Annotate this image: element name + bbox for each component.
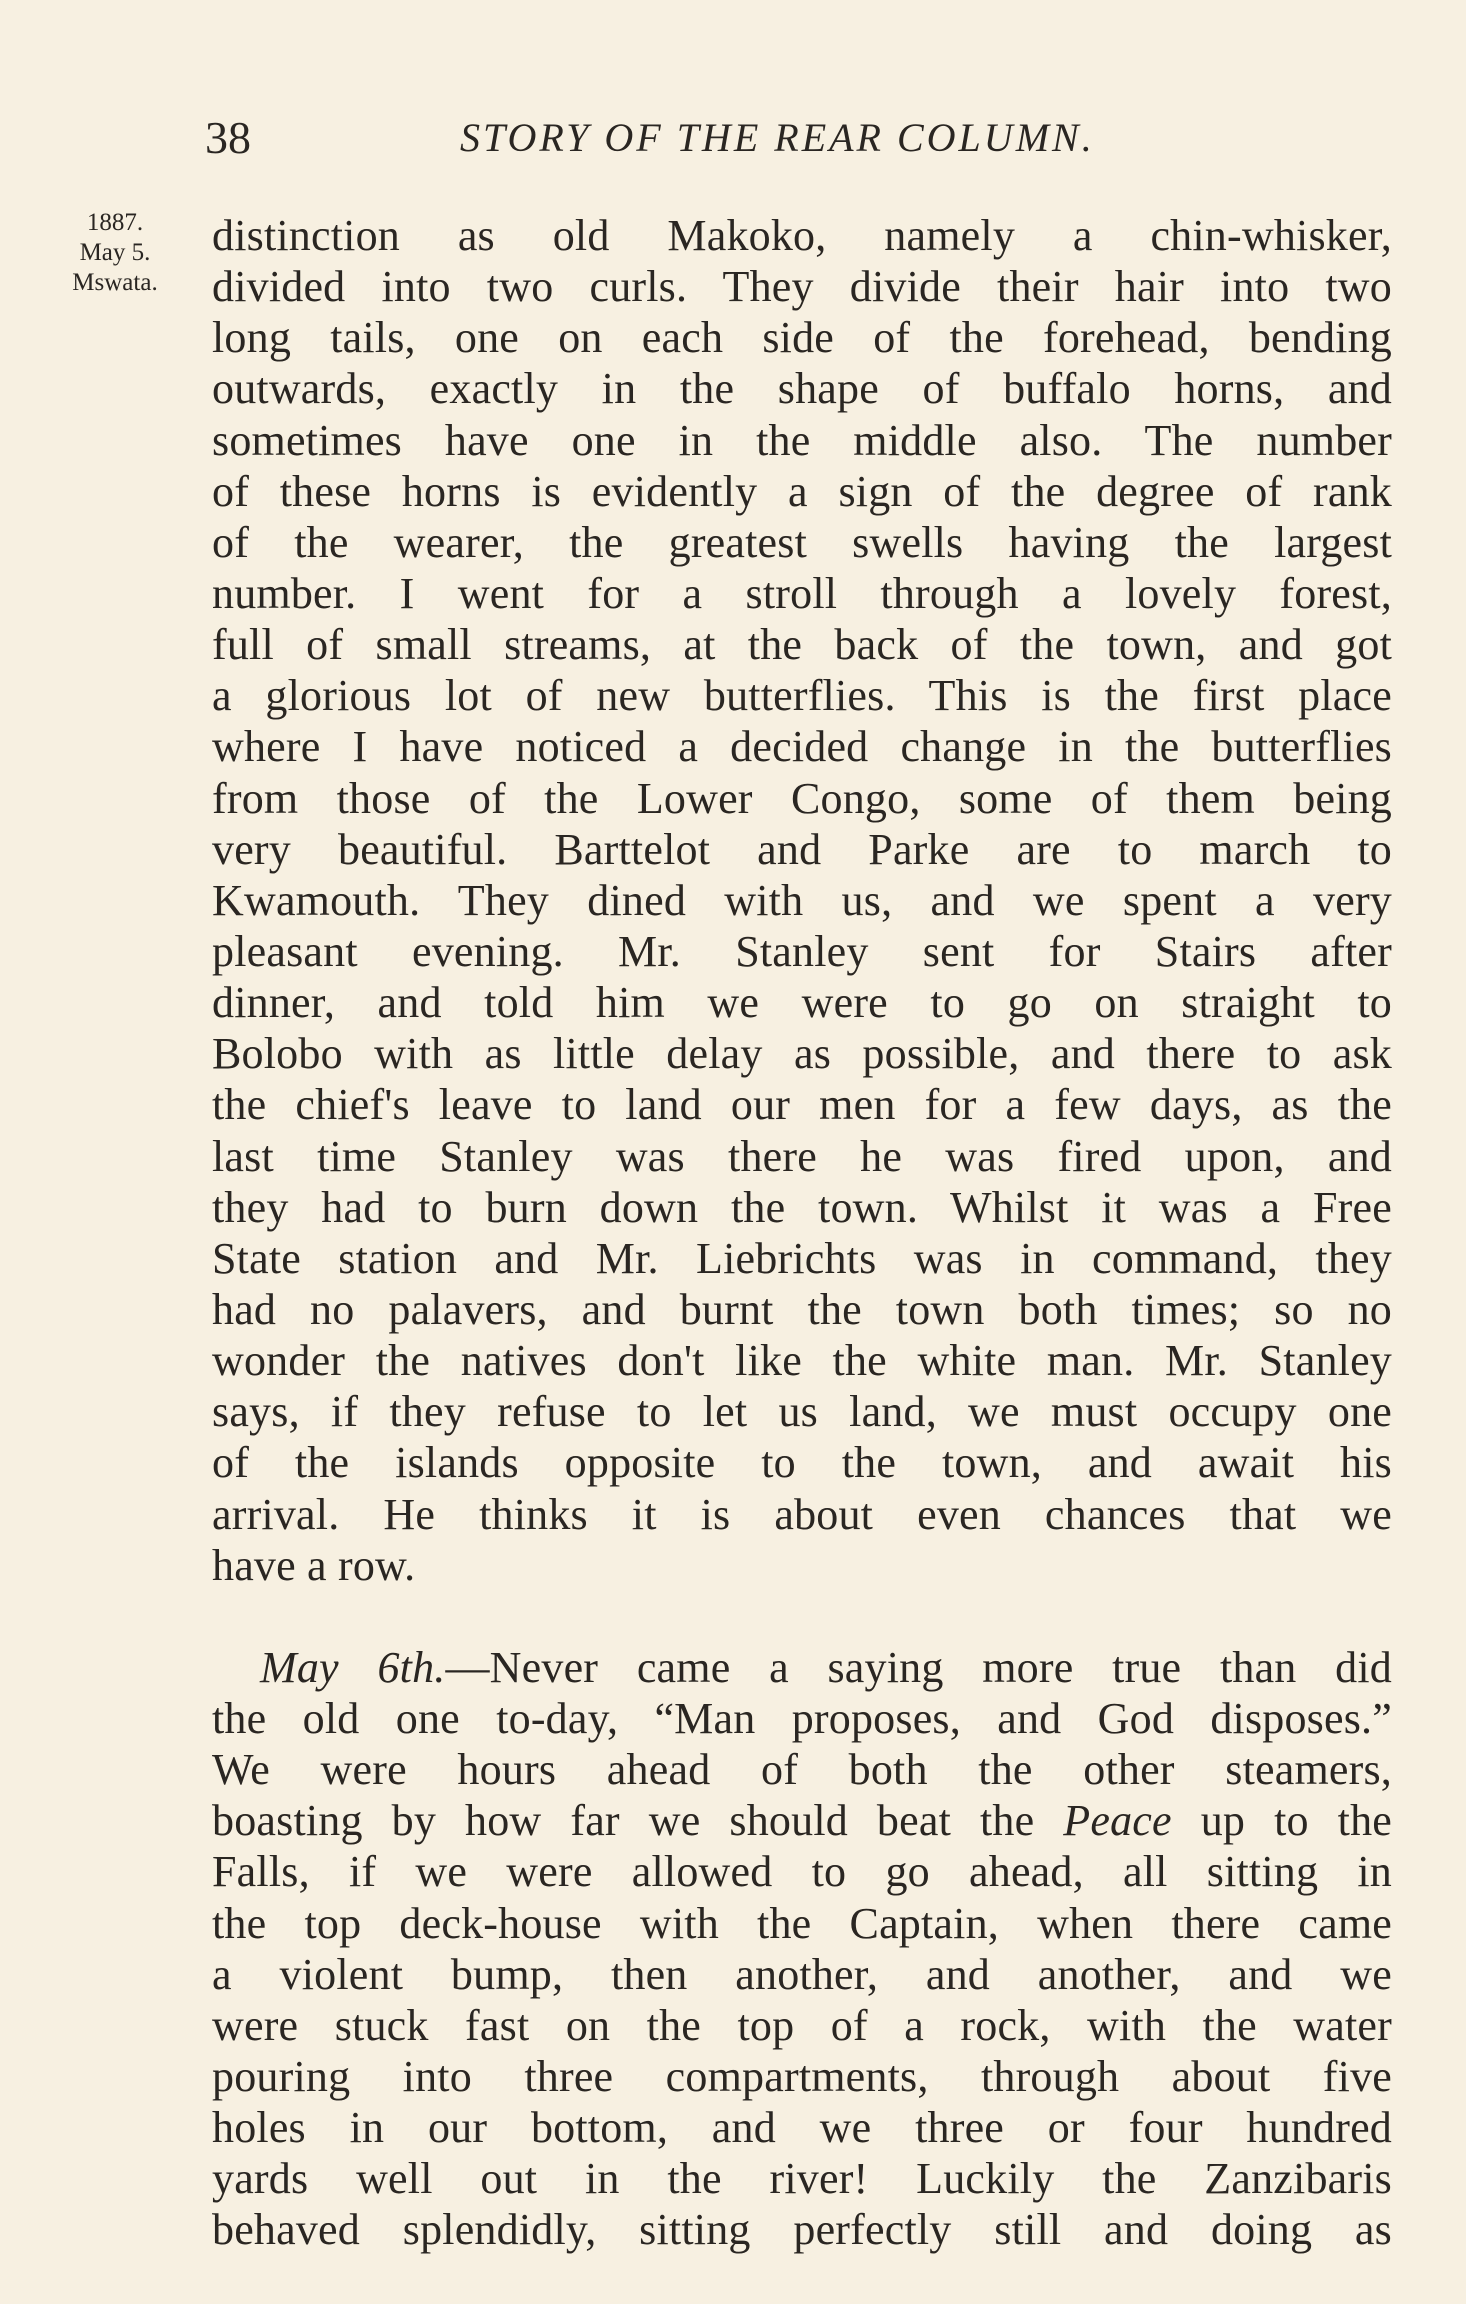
entry-date: May 6th. <box>260 1642 446 1692</box>
text-line: says, if they refuse to let us land, we must occupy one <box>212 1387 1392 1437</box>
text-line: were stuck fast on the top of a rock, with the water <box>212 2000 1392 2050</box>
text-line: pouring into three compartments, through about five <box>212 2051 1392 2101</box>
margin-date: May 5. <box>79 239 151 266</box>
text-line: had no palavers, and burnt the town both times; so no <box>212 1284 1392 1334</box>
text-line: arrival. He thinks it is about even chances that we <box>212 1489 1392 1539</box>
text-line: sometimes have one in the middle also. The number <box>212 415 1392 465</box>
text-line: where I have noticed a decided change in the butterflies <box>212 722 1392 772</box>
text-line: the chief's leave to land our men for a few days, as the <box>212 1080 1392 1130</box>
text-line: from those of the Lower Congo, some of them being <box>212 773 1392 823</box>
text-line: the old one to-day, “Man proposes, and God disposes.” <box>212 1693 1392 1743</box>
margin-notes <box>40 208 190 298</box>
text-line: dinner, and told him we were to go on straight to <box>212 978 1392 1028</box>
text-run: up to the <box>1171 1796 1393 1846</box>
text-line: long tails, one on each side of the forehead, bending <box>212 313 1392 363</box>
text-line: yards well out in the river! Luckily the Zanzibaris <box>212 2154 1392 2204</box>
text-line: last time Stanley was there he was fired upon, and <box>212 1131 1392 1181</box>
ship-name: Peace <box>1063 1796 1172 1846</box>
text-line: wonder the natives don't like the white man. Mr. Stanley <box>212 1336 1392 1386</box>
text-line: pleasant evening. Mr. Stanley sent for Stairs after <box>212 926 1392 976</box>
running-title: STORY OF THE REAR COLUMN. <box>460 115 1095 160</box>
text-line: We were hours ahead of both the other steamers, <box>212 1745 1392 1795</box>
text-line: number. I went for a stroll through a lovely forest, <box>212 568 1392 618</box>
text-line: of the islands opposite to the town, and await his <box>212 1438 1392 1488</box>
text-line: State station and Mr. Liebrichts was in command, they <box>212 1233 1392 1283</box>
paragraph-2 <box>212 1642 1392 2256</box>
paragraph-1 <box>212 210 1392 1591</box>
text-line: holes in our bottom, and we three or four hundred <box>212 2103 1392 2153</box>
text-run: —Never came a saying more true than did <box>445 1642 1392 1692</box>
margin-year: 1887. <box>86 209 144 236</box>
text-line <box>212 1642 1392 1693</box>
text-line: have a row. <box>212 1540 416 1590</box>
text-line: full of small streams, at the back of the town, and got <box>212 620 1392 670</box>
text-line: a violent bump, then another, and another, and we <box>212 1949 1392 1999</box>
text-run: boasting by how far we should beat the <box>212 1796 1064 1846</box>
text-line: very beautiful. Barttelot and Parke are to march to <box>212 824 1392 874</box>
text-line <box>212 1795 1392 1846</box>
text-line: they had to burn down the town. Whilst it was a Free <box>212 1182 1392 1232</box>
text-line: divided into two curls. They divide their hair into two <box>212 262 1392 312</box>
text-line: of these horns is evidently a sign of the degree of rank <box>212 466 1392 516</box>
text-line: Falls, if we were allowed to go ahead, all sitting in <box>212 1847 1392 1897</box>
body-text <box>212 210 1392 2255</box>
page-number: 38 <box>205 112 251 163</box>
text-line: a glorious lot of new butterflies. This is the first place <box>212 671 1392 721</box>
paragraph-gap <box>212 1591 1392 1642</box>
running-head <box>205 108 1395 168</box>
text-line: distinction as old Makoko, namely a chin-whisker, <box>212 211 1392 260</box>
text-line: the top deck-house with the Captain, when there came <box>212 1898 1392 1948</box>
text-line: outwards, exactly in the shape of buffalo horns, and <box>212 364 1392 414</box>
text-line: of the wearer, the greatest swells having the largest <box>212 517 1392 567</box>
text-line: Bolobo with as little delay as possible, and there to ask <box>212 1029 1392 1079</box>
text-line: Kwamouth. They dined with us, and we spent a very <box>212 875 1392 925</box>
text-line: behaved splendidly, sitting perfectly still and doing as <box>212 2205 1392 2255</box>
margin-place: Mswata. <box>72 269 158 296</box>
